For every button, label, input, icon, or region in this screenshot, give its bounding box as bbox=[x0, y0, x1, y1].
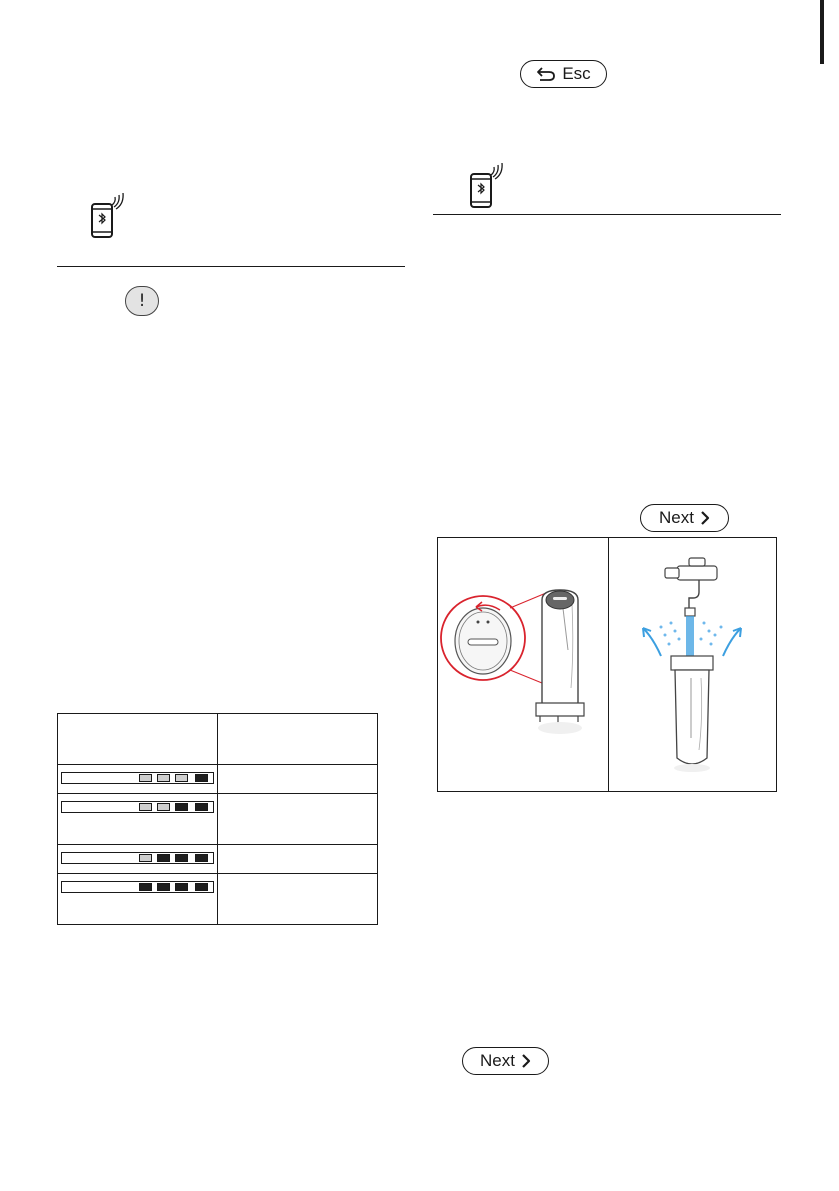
bluetooth-phone-icon bbox=[88, 193, 128, 241]
table-row-indicator bbox=[58, 874, 218, 925]
bluetooth-phone-icon bbox=[467, 163, 507, 211]
filter-rotate-illustration bbox=[438, 538, 608, 793]
table-row-indicator bbox=[58, 794, 218, 845]
next-button[interactable] bbox=[640, 504, 729, 532]
indicator-bar bbox=[61, 852, 214, 864]
margin-marker bbox=[820, 0, 824, 64]
chevron-right-icon bbox=[700, 511, 710, 525]
indicator-segment-dark bbox=[195, 803, 208, 811]
indicator-segment-dark bbox=[139, 883, 152, 891]
return-arrow-icon bbox=[536, 67, 556, 81]
section-divider-left bbox=[57, 266, 405, 267]
indicator-bar bbox=[61, 881, 214, 893]
indicator-segment-light bbox=[139, 774, 152, 782]
indicator-segment-dark bbox=[195, 854, 208, 862]
indicator-segment-light bbox=[157, 803, 170, 811]
table-header-cell-1 bbox=[58, 714, 218, 765]
indicator-segment-dark bbox=[175, 854, 188, 862]
exclamation-icon bbox=[125, 286, 159, 316]
indicator-segment-light bbox=[139, 854, 152, 862]
indicator-segment-dark bbox=[175, 883, 188, 891]
table-row-description bbox=[218, 845, 378, 874]
filter-rinse-illustration bbox=[609, 538, 777, 793]
indicator-segment-dark bbox=[195, 774, 208, 782]
next-label: Next bbox=[659, 508, 694, 527]
indicator-segment-dark bbox=[175, 803, 188, 811]
indicator-segment-light bbox=[157, 774, 170, 782]
warning-symbol: ! bbox=[138, 291, 146, 311]
indicator-segment-dark bbox=[157, 854, 170, 862]
next-button[interactable] bbox=[462, 1047, 549, 1075]
section-divider-right bbox=[433, 214, 781, 215]
table-row-indicator bbox=[58, 845, 218, 874]
indicator-bar bbox=[61, 801, 214, 813]
filter-illustration-frame bbox=[437, 537, 777, 792]
indicator-segment-light bbox=[139, 803, 152, 811]
table-row-description bbox=[218, 874, 378, 925]
esc-label: Esc bbox=[562, 64, 591, 83]
table-header-cell-2 bbox=[218, 714, 378, 765]
esc-button[interactable] bbox=[520, 60, 607, 88]
next-label: Next bbox=[480, 1051, 515, 1070]
table-row-description bbox=[218, 794, 378, 845]
indicator-segment-dark bbox=[195, 883, 208, 891]
chevron-right-icon bbox=[521, 1054, 531, 1068]
table-row-description bbox=[218, 765, 378, 794]
table-row-indicator bbox=[58, 765, 218, 794]
indicator-bar bbox=[61, 772, 214, 784]
indicator-level-table bbox=[57, 713, 378, 925]
indicator-segment-light bbox=[175, 774, 188, 782]
indicator-segment-dark bbox=[157, 883, 170, 891]
